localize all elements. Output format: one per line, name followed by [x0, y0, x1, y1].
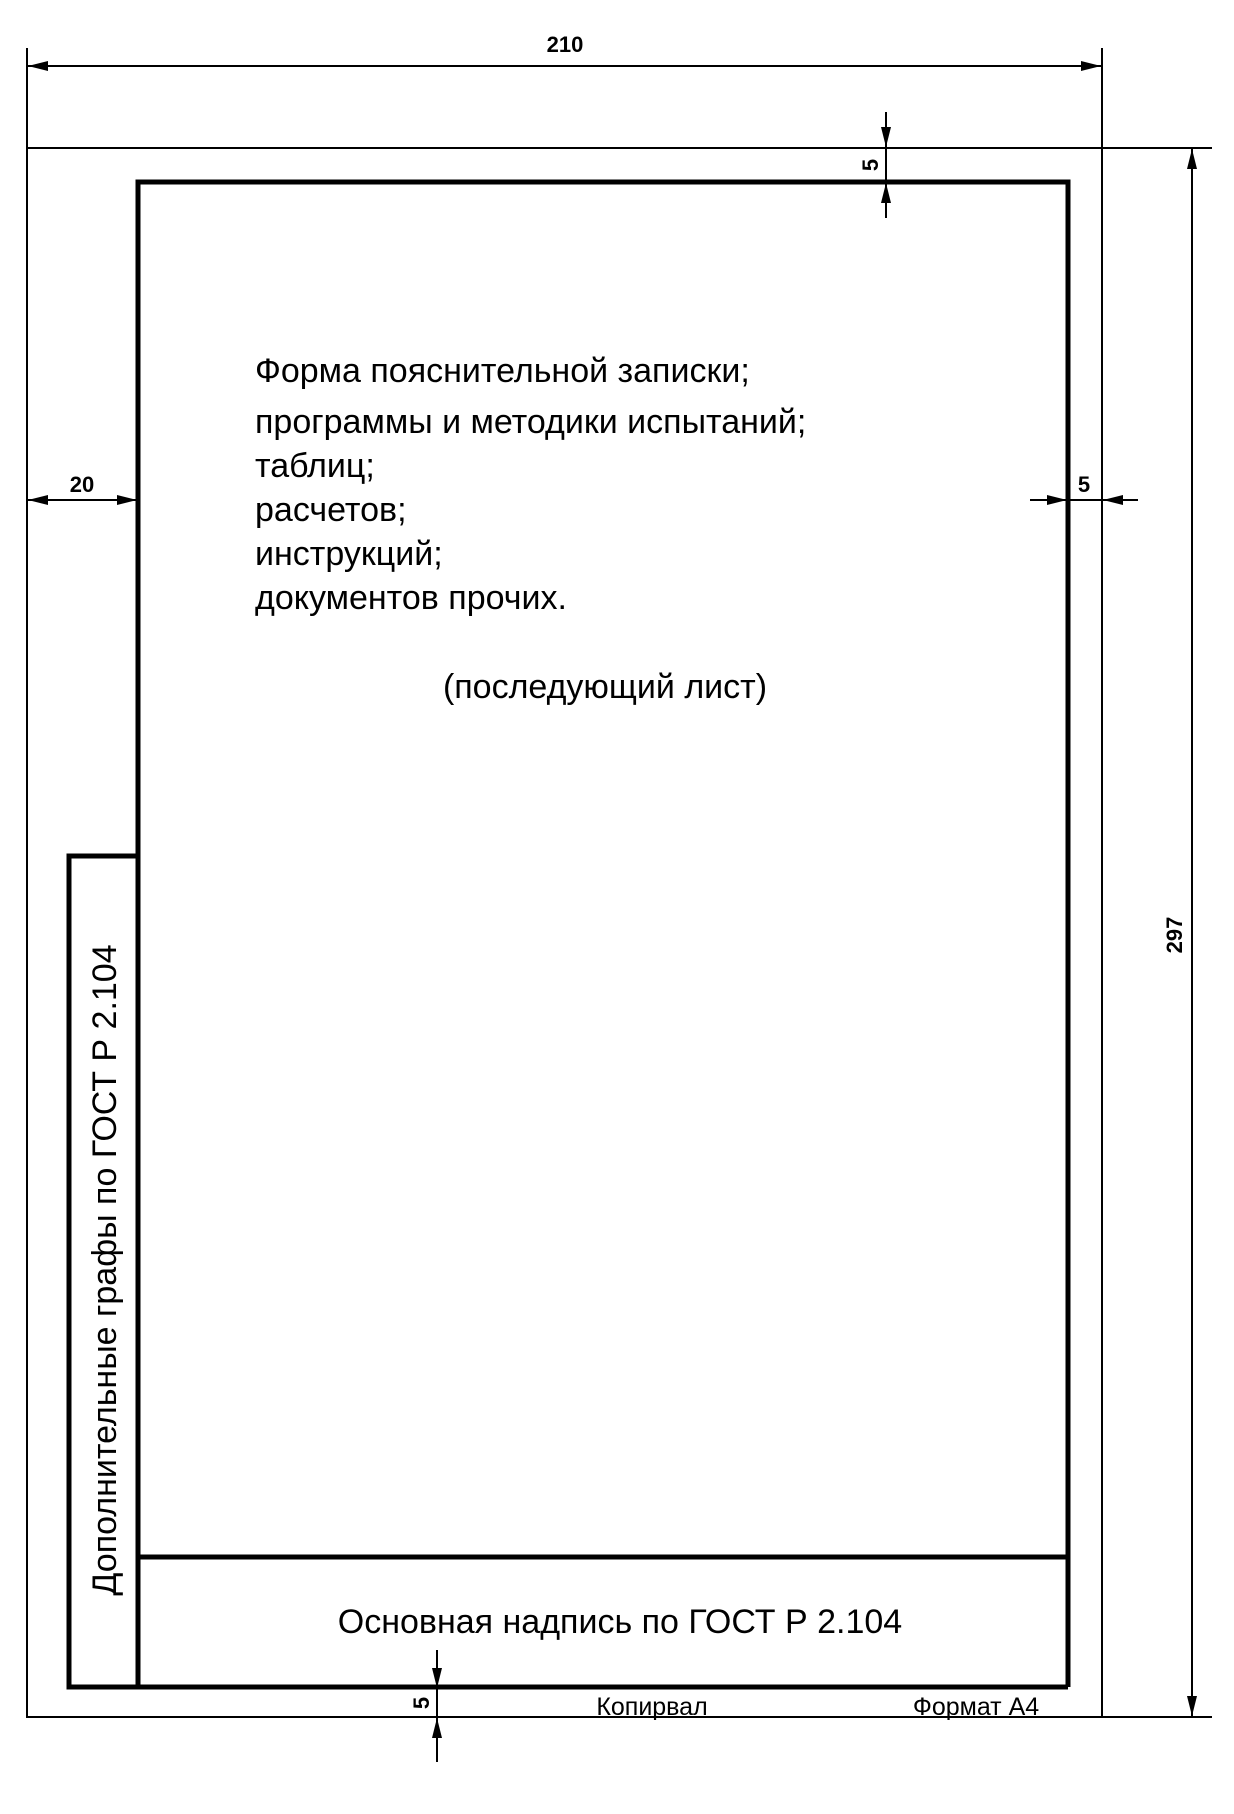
side-column-label: Дополнительные графы по ГОСТ Р 2.104 [86, 944, 124, 1596]
top-margin-label: 5 [858, 158, 883, 172]
width-dimension-label: 210 [546, 32, 584, 57]
sheet-note: (последующий лист) [442, 668, 768, 706]
left-margin-label: 20 [69, 472, 95, 497]
height-dimension-label: 297 [1162, 916, 1187, 954]
title-block-label: Основная надпись по ГОСТ Р 2.104 [337, 1603, 903, 1641]
content-line: расчетов; [255, 491, 407, 529]
top-margin-dimension [858, 112, 886, 218]
content-line: таблиц; [255, 447, 375, 485]
side-column-frame [69, 856, 1068, 1687]
content-line: инструкций; [255, 535, 443, 573]
content-line: документов прочих. [255, 579, 567, 617]
content-line: программы и методики испытаний; [255, 403, 807, 441]
content-text-block [255, 352, 806, 617]
copied-label: Копирвал [596, 1693, 708, 1721]
content-line: Форма пояснительной записки; [255, 352, 750, 390]
bottom-margin-dimension [409, 1650, 437, 1762]
width-dimension [28, 32, 1101, 66]
left-margin-dimension [28, 472, 137, 500]
right-margin-label: 5 [1077, 472, 1091, 497]
height-dimension [1162, 149, 1192, 1716]
bottom-margin-label: 5 [409, 1696, 434, 1710]
format-label: Формат А4 [912, 1693, 1040, 1721]
right-margin-dimension [1030, 472, 1138, 500]
